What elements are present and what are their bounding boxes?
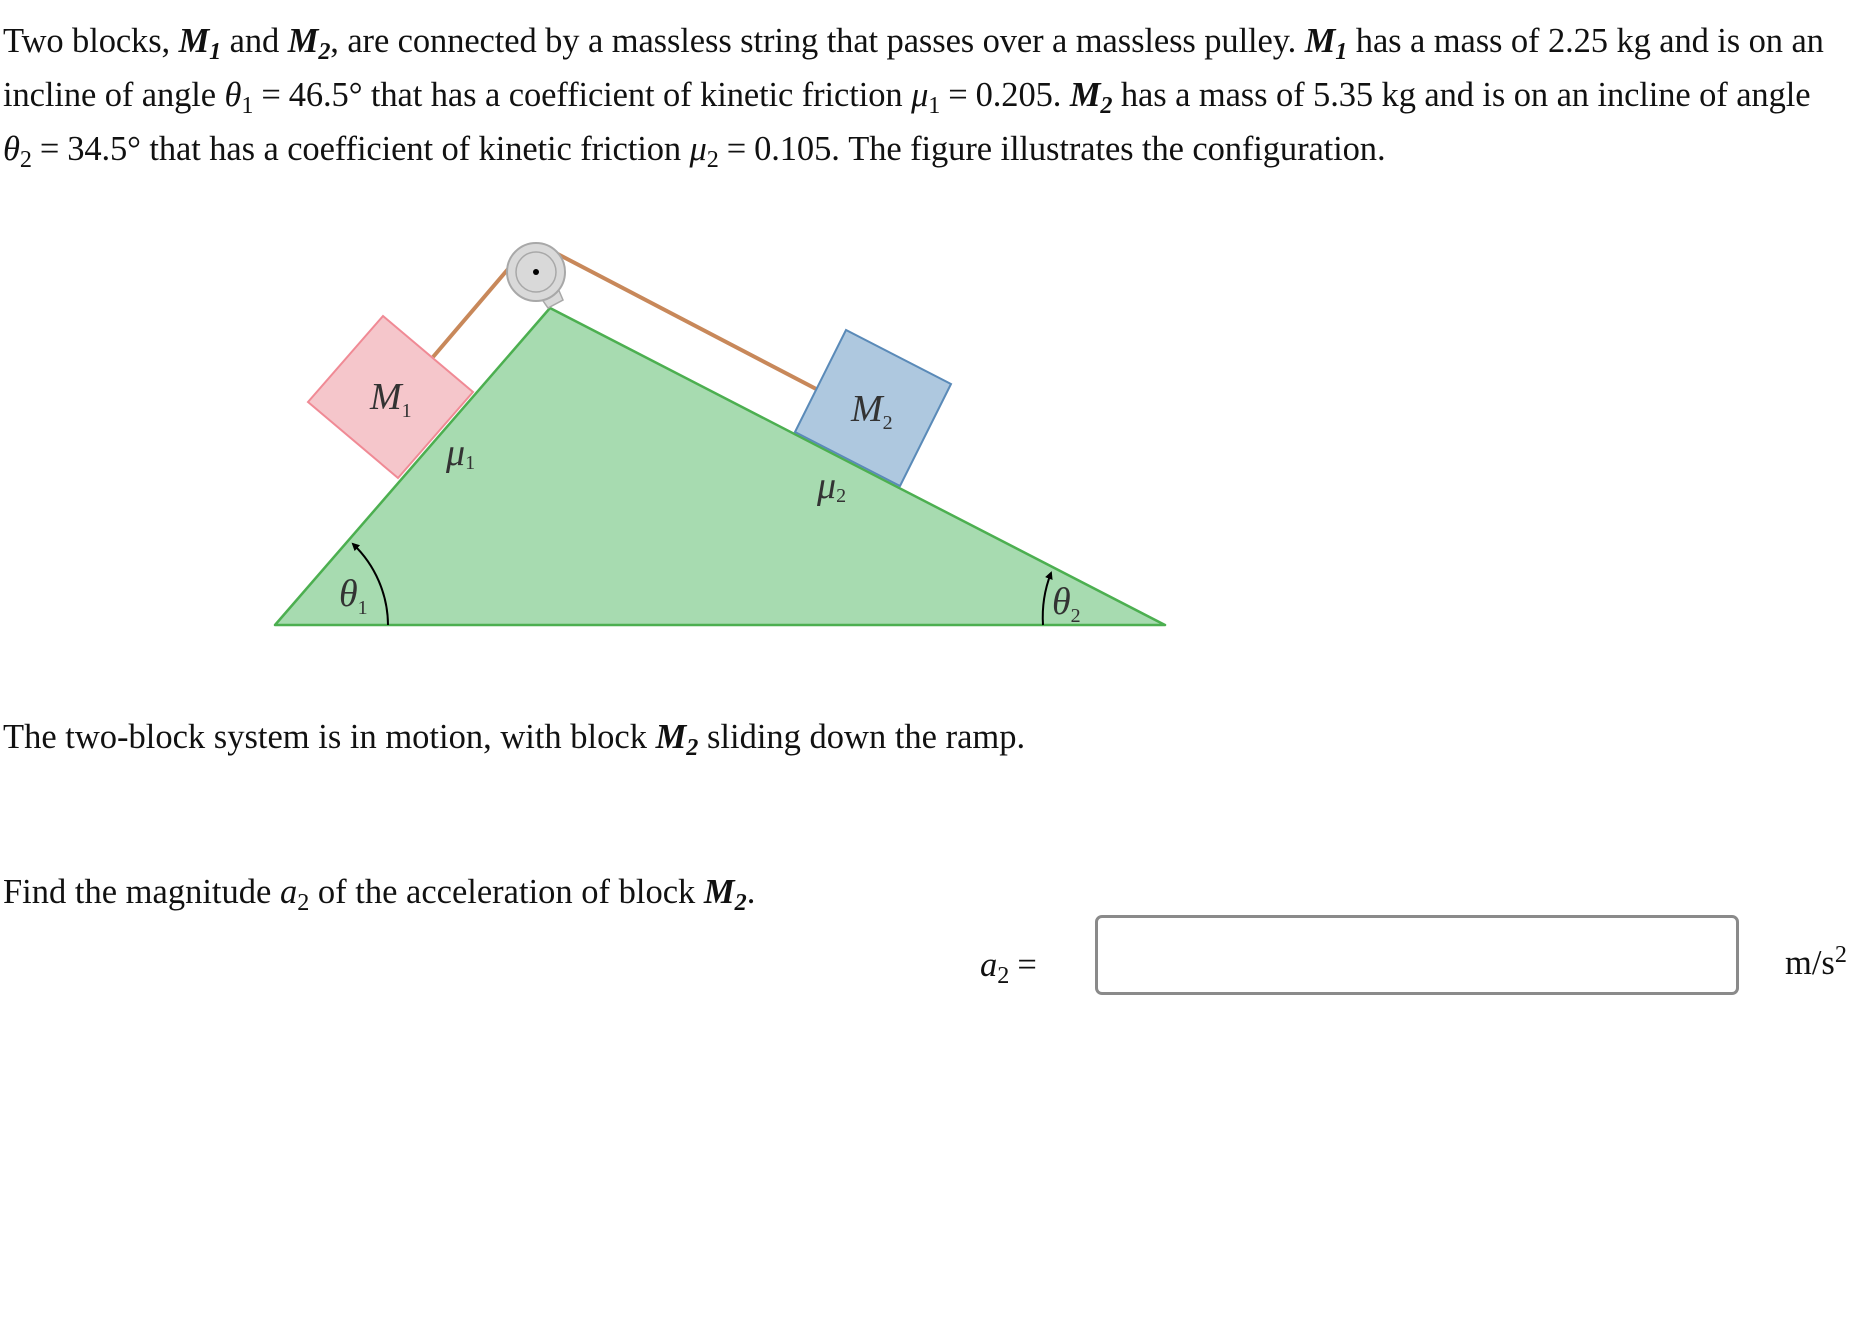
incline-pulley-figure — [260, 230, 1180, 640]
label-theta1: $\theta_1$ — [339, 573, 368, 619]
label-mu1: μ1 — [446, 432, 476, 474]
a2-symbol: $a_2$ — [279, 873, 310, 917]
mu1-value: 0.205. — [975, 76, 1062, 114]
theta1-symbol: $\theta_1$ — [224, 76, 254, 120]
mu2-value: 0.105. — [754, 130, 840, 168]
theta1-value: 46.5° — [288, 76, 363, 114]
m1-symbol: $M_1$ — [1304, 22, 1348, 66]
answer-label: $a_2$ = — [980, 946, 1037, 990]
label-m1: $M_1$ — [370, 376, 412, 422]
label-theta2: $\theta_2$ — [1052, 581, 1081, 627]
mu1-symbol: $\mu_1$ — [911, 76, 941, 120]
acceleration-answer-input[interactable] — [1095, 915, 1739, 995]
answer-unit: $m/s^2$ — [1785, 940, 1847, 982]
theta2-symbol: $\theta_2$ — [3, 130, 32, 174]
pulley — [507, 243, 565, 308]
question-prompt: Find the magnitude $a_2$ of the acceleration of block $M_2$. — [3, 873, 756, 917]
label-m2: $M_2$ — [851, 388, 893, 434]
m1-symbol: $M_1$ — [178, 22, 222, 66]
m2-symbol: $M_2$ — [287, 22, 331, 66]
label-mu2: μ2 — [817, 465, 847, 507]
problem-statement: Two blocks, $M_1$ and $M_2$, are connected by a massless string that passes over a massless pulley. $M_1$ has a mass of 2.25 kg and is on an incline of angle $\theta_1 = 46.5^\circ$ that has a coefficient of kinetic friction $\mu_1 = 0.205$. $M_2$ has a mass of 5.35 kg and is on an incline of angle $\theta_2 = 34.5^\circ$ that has a coefficient of kinetic friction $\mu_2 = 0.105$. The figure illustrates the configuration. — [3, 22, 1824, 174]
m2-symbol: $M_2$ — [703, 873, 747, 917]
theta2-value: 34.5° — [67, 130, 141, 168]
mu2-symbol: $\mu_2$ — [689, 130, 719, 174]
m2-symbol: $M_2$ — [655, 718, 699, 762]
motion-status: The two-block system is in motion, with block $M_2$ sliding down the ramp. — [3, 718, 1026, 762]
m2-symbol: $M_2$ — [1069, 76, 1113, 120]
